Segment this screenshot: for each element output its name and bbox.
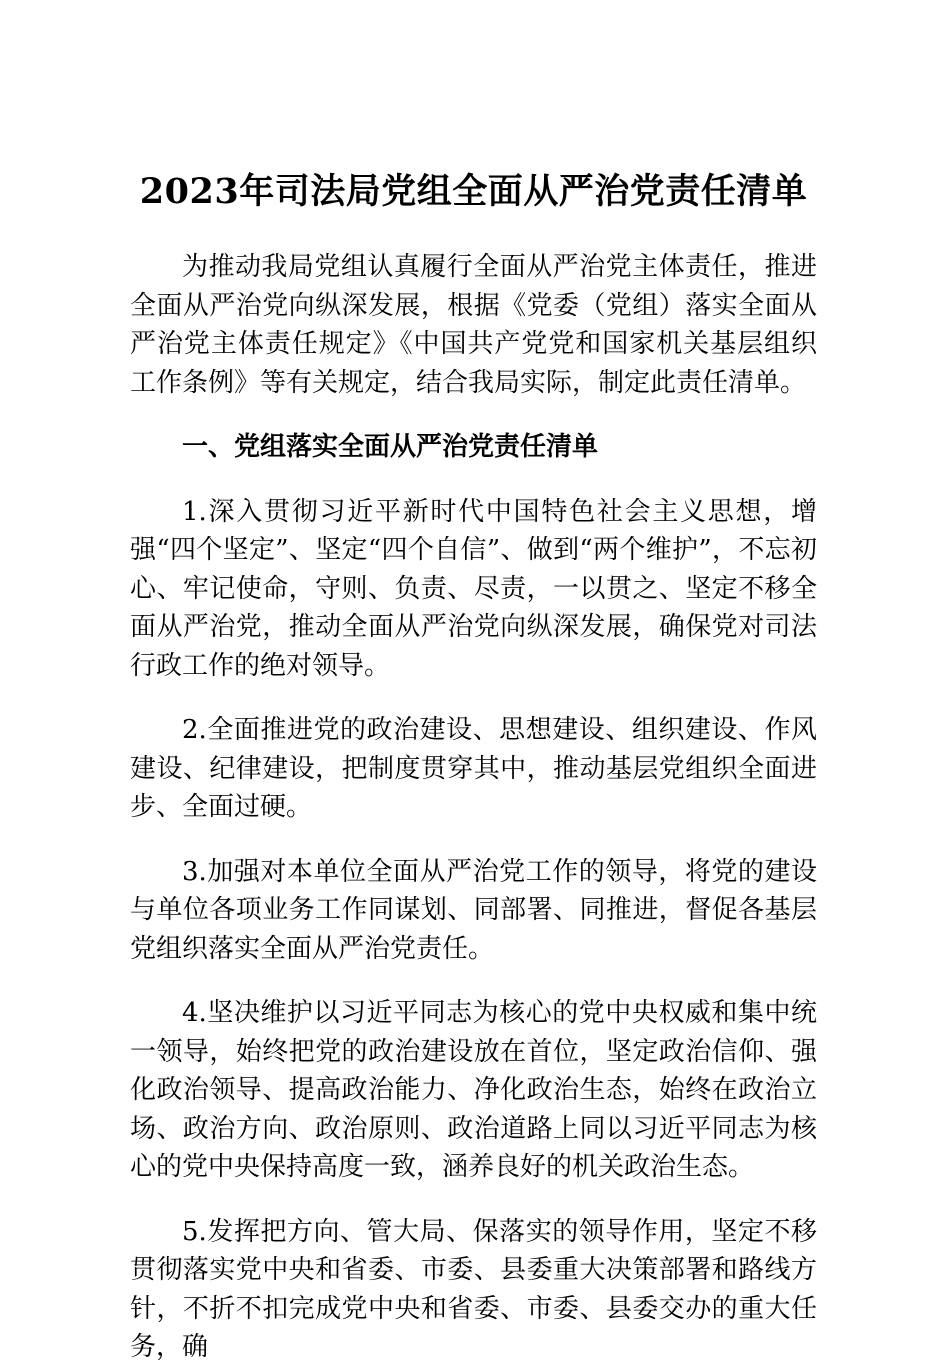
list-item-2: 2.全面推进党的政治建设、思想建设、组织建设、作风建设、纪律建设，把制度贯穿其中，推动基层党组织全面进步、全面过硬。: [130, 715, 817, 822]
document-body: [130, 248, 817, 1367]
list-item-3: 3.加强对本单位全面从严治党工作的领导，将党的建设与单位各项业务工作同谋划、同部署、同推进，督促各基层党组织落实全面从严治党责任。: [130, 856, 817, 964]
list-item-5: 5.发挥把方向、管大局、保落实的领导作用，坚定不移贯彻落实党中央和省委、市委、县委重大决策部署和路线方针，不折不扣完成党中央和省委、市委、县委交办的重大任务，确: [130, 1216, 817, 1362]
section-heading-1: 一、党组落实全面从严治党责任清单: [182, 432, 599, 462]
list-item-1: 1.深入贯彻习近平新时代中国特色社会主义思想，增强“四个坚定”、坚定“四个自信”、做到“两个维护”，不忘初心、牢记使命，守则、负责、尽责，一以贯之、坚定不移全面从严治党，推动全面从严治党向纵深发展，确保党对司法行政工作的绝对领导。: [130, 496, 817, 681]
intro-paragraph: 为推动我局党组认真履行全面从严治党主体责任，推进全面从严治党向纵深发展，根据《党委（党组）落实全面从严治党主体责任规定》《中国共产党党和国家机关基层组织工作条例》等有关规定，结合我局实际，制定此责任清单。: [130, 252, 817, 398]
document-title: 2023年司法局党组全面从严治党责任清单: [139, 171, 808, 212]
list-item-4: 4.坚决维护以习近平同志为核心的党中央权威和集中统一领导，始终把党的政治建设放在首位，坚定政治信仰、强化政治领导、提高政治能力、净化政治生态，始终在政治立场、政治方向、政治原则、政治道路上同以习近平同志为核心的党中央保持高度一致，涵养良好的机关政治生态。: [130, 998, 817, 1182]
